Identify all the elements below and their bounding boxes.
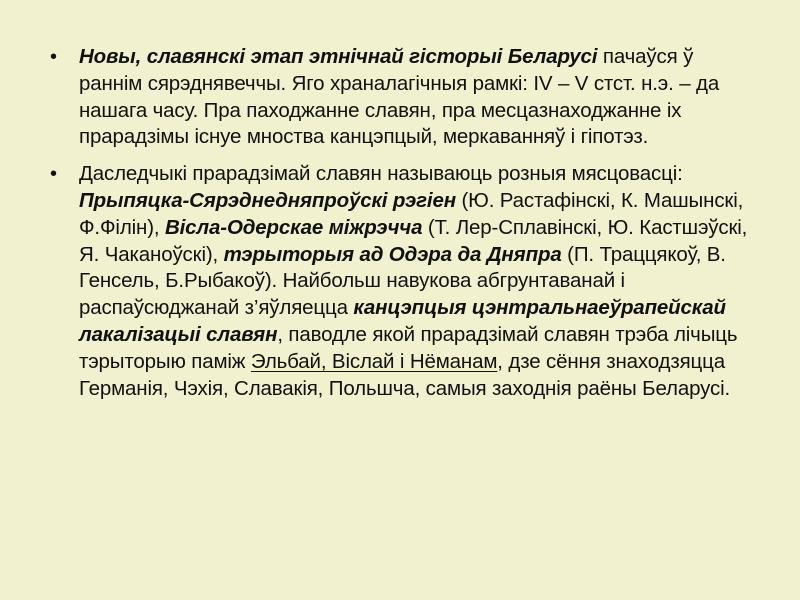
emphasized-concept: канцэпцыя цэнтральнаеўрапейскай лакалізацыі славян: [79, 296, 726, 346]
emphasized-region-2: Вісла-Одерскае міжрэчча: [164, 215, 423, 239]
bullet-text: пачаўся ў раннім сярэднявеччы. Яго храналагічныя рамкі: IV – V стст. н.э. – да нашага часу. Пра паходжанне славян, пра месцазнаходжанне іх прарадзімы існуе мноства канцэпцый, меркаванняў і гіпотэз.: [79, 45, 720, 149]
bullet-dot-icon: •: [50, 46, 57, 68]
underlined-rivers: Эльбай, Віслай і Нёманам: [250, 349, 498, 373]
emphasized-title: Новы, славянскі этап этнічнай гісторыі Беларусі: [79, 45, 598, 68]
bullet-item-2: [44, 161, 760, 402]
bullet-list: [44, 44, 760, 412]
emphasized-region-1: Прыпяцка-Сярэднедняпроўскі рэгіен: [79, 188, 456, 212]
bullet-text: Даследчыкі прарадзімай славян называюць розныя мясцовасці:: [79, 162, 683, 186]
bullet-dot-icon: •: [50, 163, 57, 186]
bullet-item-1: [44, 44, 760, 151]
bullet-text: (П. Траццякоў, В. Генсель, Б.Рыбакоў). Найбольш навукова абгрунтаванай і распаўсюджанай з’яўляецца: [79, 242, 726, 320]
bullet-text: (Ю. Растафінскі, К. Машынскі, Ф.Філін),: [79, 188, 744, 239]
bullet-text: , паводле якой прарадзімай славян трэба лічыць тэрыторыю паміж: [79, 322, 738, 373]
bullet-text: , дзе сёння знаходзяцца Германія, Чэхія, Славакія, Польшча, самыя заходнія раёны Беларусі.: [79, 349, 731, 400]
emphasized-region-3: тэрыторыя ад Одэра да Дняпра: [223, 242, 562, 266]
bullet-text: (Т. Лер-Сплавінскі, Ю. Кастшэўскі, Я. Чаканоўскі),: [79, 215, 748, 266]
